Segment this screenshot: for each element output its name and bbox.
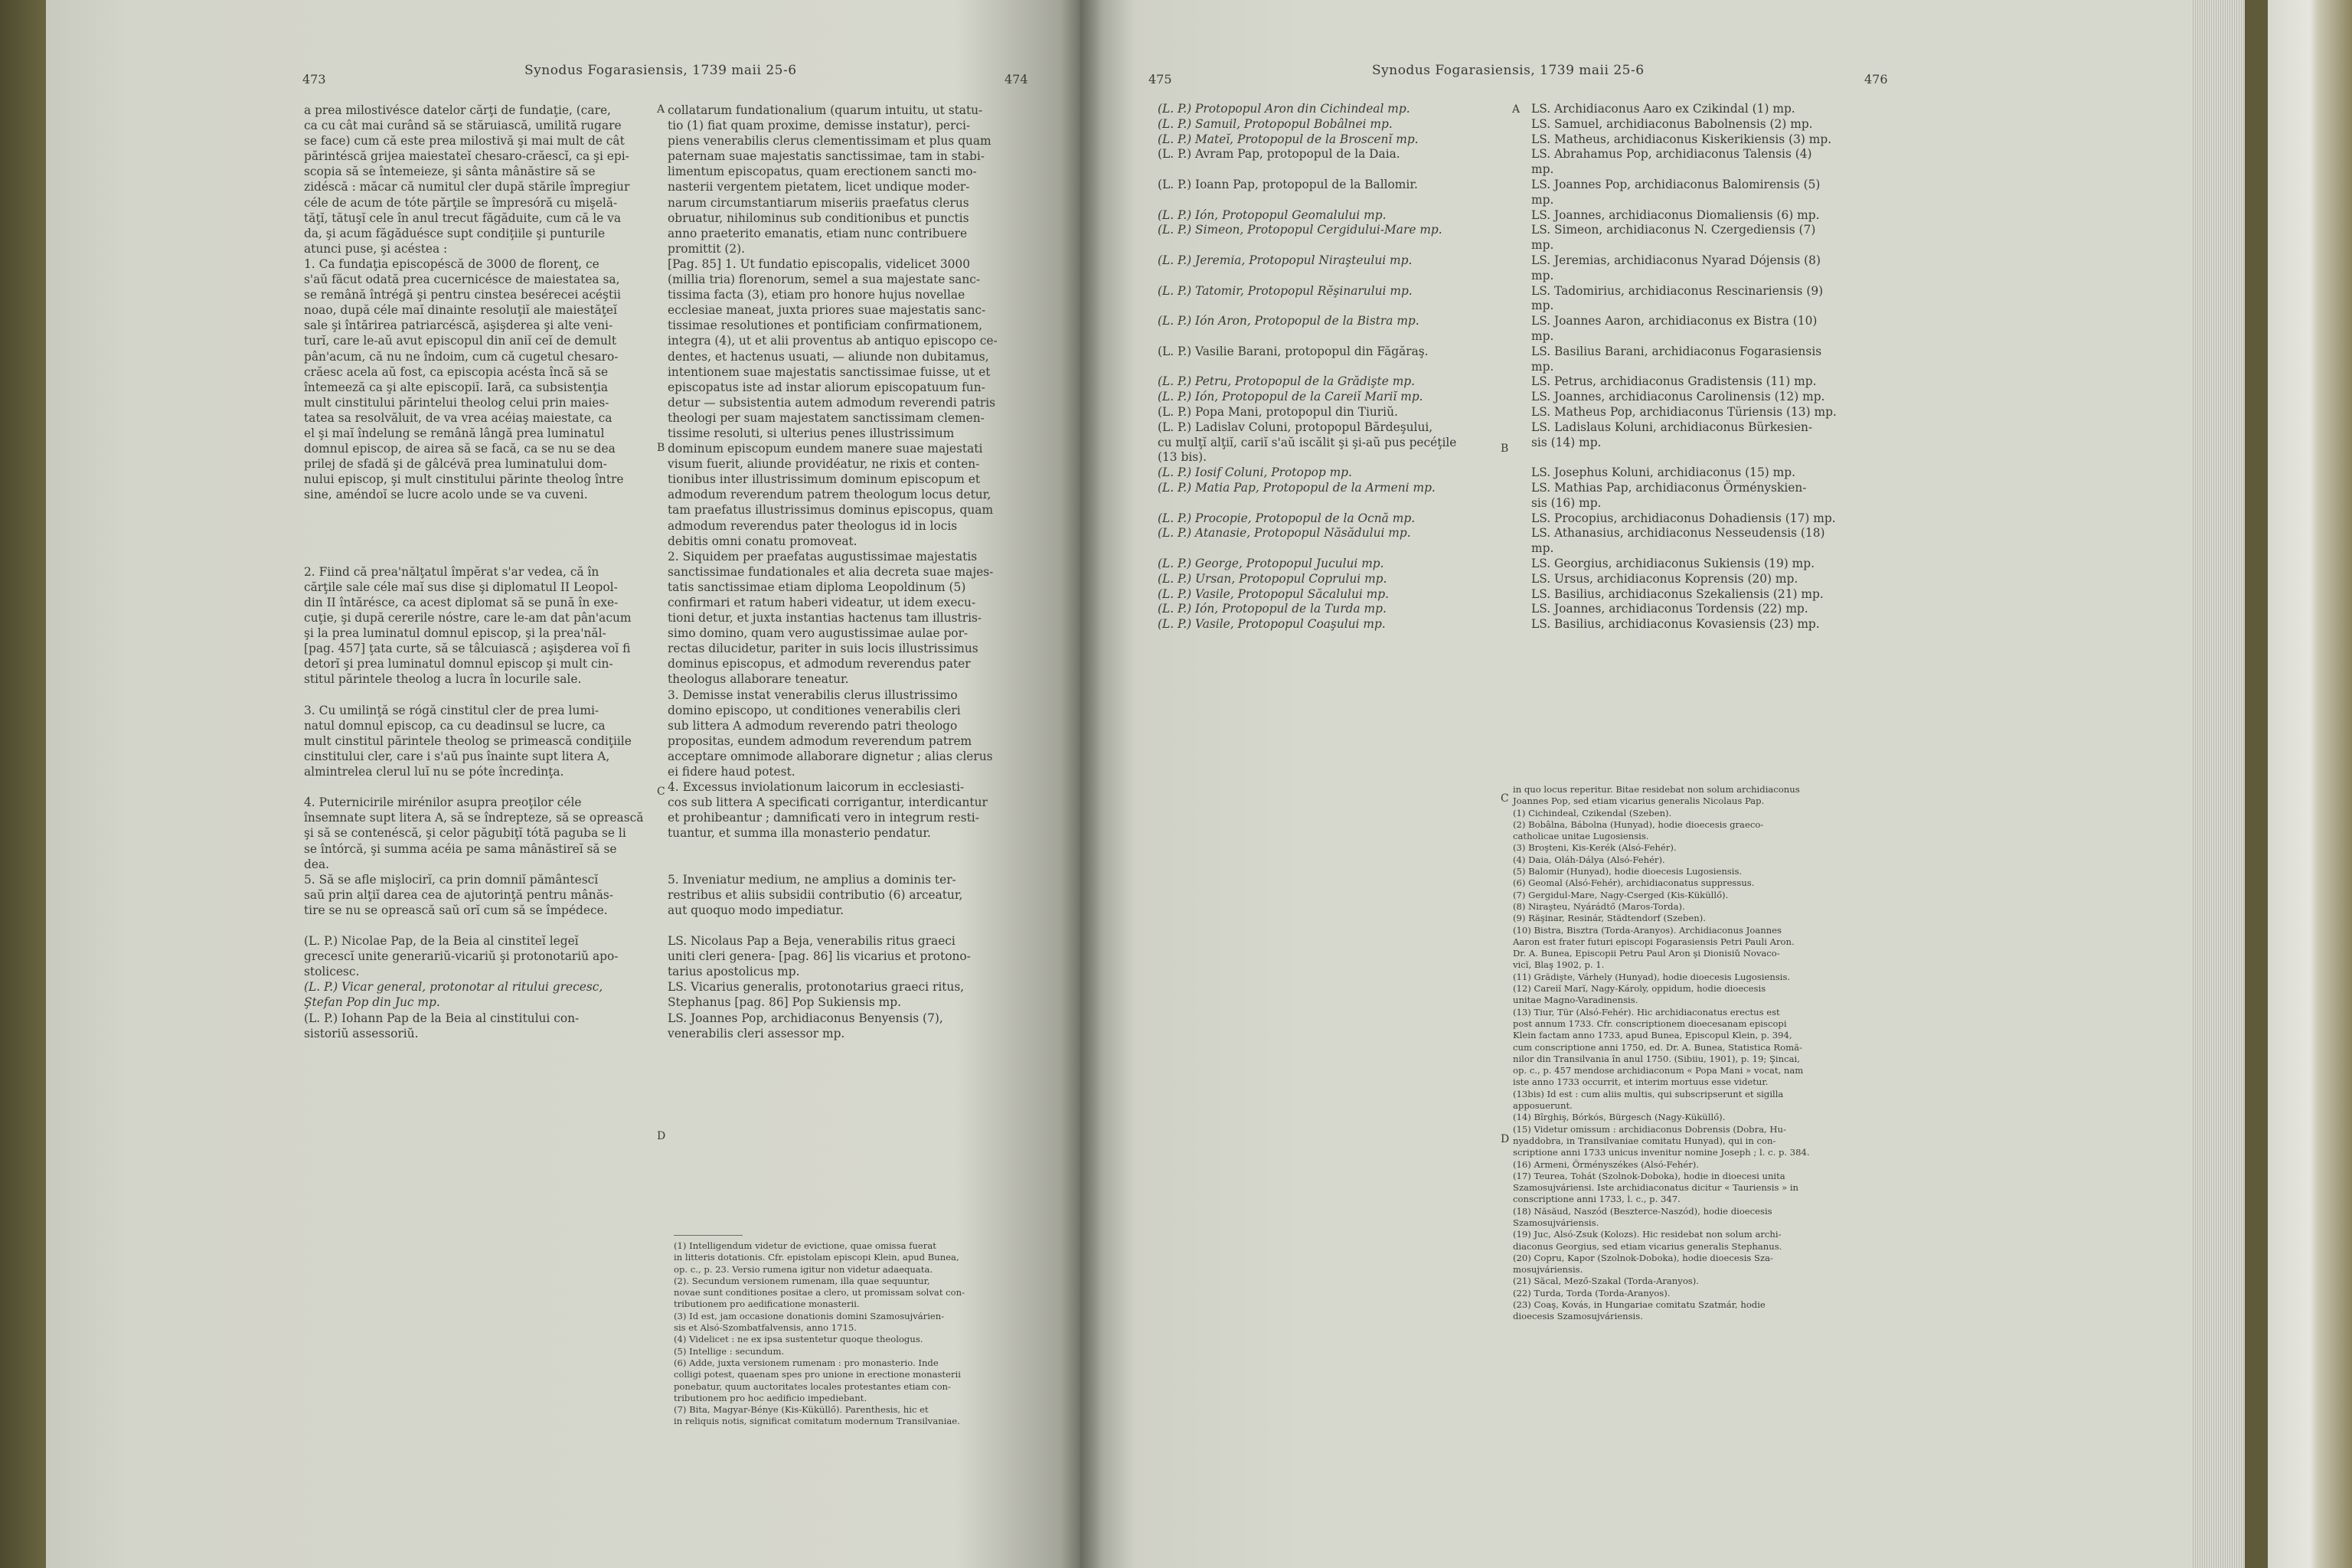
signature-entry: (L. P.) Petru, Protopopul de la Grădişte mp. bbox=[1158, 374, 1416, 389]
page-edges bbox=[2191, 0, 2245, 1568]
footnote-line: (14) Bîrghiş, Bórkós, Bürgesch (Nagy-Küküllő). bbox=[1513, 1112, 1726, 1123]
footnote-line: ponebatur, quum auctoritates locales protestantes etiam con- bbox=[674, 1380, 951, 1392]
footnote-line: nyaddobra, in Transilvaniae comitatu Hunyad), qui in con- bbox=[1513, 1135, 1776, 1146]
text-line: LS. Joannes Pop, archidiaconus Benyensis (7), bbox=[668, 1011, 943, 1025]
signature-entry: LS. Ladislaus Koluni, archidiaconus Bürkesien- bbox=[1531, 420, 1813, 434]
text-line: theologus allaborare teneatur. bbox=[668, 672, 849, 687]
margin-letter-b-right: B bbox=[1501, 443, 1509, 455]
footnote-line: (7) Bita, Magyar-Bénye (Kis-Küküllő). Parenthesis, hic et bbox=[674, 1404, 929, 1416]
text-line: scopia să se întemeieze, şi sânta mânăstire să se bbox=[304, 165, 596, 179]
text-line: 1. Ca fundaţia episcopéscă de 3000 de florenţ, ce bbox=[304, 256, 599, 271]
text-line bbox=[668, 857, 1020, 872]
romanian-text-column bbox=[304, 103, 655, 1041]
signature-entry: (L. P.) Mateĭ, Protopopul de la Broscenĭ mp. bbox=[1158, 132, 1419, 146]
footnote-line: (22) Turda, Torda (Torda-Aranyos). bbox=[1513, 1287, 1671, 1298]
footnote-line: (18) Năsăud, Naszód (Beszterce-Naszód), hodie dioecesis bbox=[1513, 1205, 1772, 1217]
archidiaconus-signatures-latin bbox=[1531, 102, 1887, 632]
text-line: céle de acum de tóte părţile se împresóră cu mişelă- bbox=[304, 195, 618, 210]
text-line: tire se nu se oprească saŭ orĭ cum să se împédece. bbox=[304, 903, 608, 917]
footnote-line: unitae Magno-Varadinensis. bbox=[1513, 995, 1638, 1006]
left-page-header: Synodus Fogarasiensis, 1739 maii 25-6 bbox=[524, 63, 797, 78]
footnote-line: (4) Daia, Oláh-Dálya (Alsó-Fehér). bbox=[1513, 854, 1665, 865]
text-line: stitul părintele theolog a lucra în locurile sale. bbox=[304, 672, 582, 687]
text-line: admodum reverendum patrem theologum locus detur, bbox=[668, 488, 991, 502]
signature-entry: (L. P.) Atanasie, Protopopul Năsădului mp. bbox=[1158, 526, 1411, 541]
signature-entry: mp. bbox=[1531, 192, 1554, 207]
text-line: 5. Inveniatur medium, ne amplius a dominis ter- bbox=[668, 872, 956, 887]
text-line: [Pag. 85] 1. Ut fundatio episcopalis, videlicet 3000 bbox=[668, 256, 971, 271]
text-line: narum circumstantiarum miseriis praefatus clerus bbox=[668, 195, 969, 210]
text-line: 4. Excessus inviolationum laicorum in ecclesiasti- bbox=[668, 780, 965, 795]
footnote-line: nilor din Transilvania în anul 1750. (Sibiiu, 1901), p. 19; Şincai, bbox=[1513, 1053, 1800, 1064]
text-line: ecclesiae maneat, juxta priores suae majestatis sanc- bbox=[668, 303, 986, 318]
footnote-line: mosujváriensis. bbox=[1513, 1264, 1583, 1276]
text-line: detorĭ şi prea luminatul domnul episcop şi mult cin- bbox=[304, 657, 613, 671]
footnote-line: iste anno 1733 occurrit, et interim mortuus esse videtur. bbox=[1513, 1076, 1769, 1088]
signature-entry: LS. Jeremias, archidiaconus Nyarad Dójensis (8) bbox=[1531, 253, 1821, 267]
text-line: integra (4), ut et alii proventus ab antiquo episcopo ce- bbox=[668, 334, 998, 348]
footnote-line: dioecesis Szamosujváriensis. bbox=[1513, 1311, 1643, 1322]
left-page-number-left: 473 bbox=[302, 72, 326, 87]
margin-letter-a-right: A bbox=[1512, 103, 1521, 116]
text-line: intentionem suae majestatis sanctissimae fuisse, ut et bbox=[668, 364, 991, 379]
text-line: mult cinstitul părintele theolog se primească condiţiile bbox=[304, 733, 632, 748]
text-line: cos sub littera A specificati corrigantur, interdicantur bbox=[668, 795, 988, 810]
signature-entry: LS. Georgius, archidiaconus Sukiensis (19) mp. bbox=[1531, 556, 1815, 570]
text-line: et prohibeantur ; damnificati vero in integrum resti- bbox=[668, 811, 979, 825]
text-line: tăţĭ, tătuşĭ cele în anul trecut făgăduite, cum că le va bbox=[304, 211, 622, 225]
signature-entry: LS. Archidiaconus Aaro ex Czikindal (1) mp. bbox=[1531, 102, 1795, 116]
book-cover-right-edge bbox=[2268, 0, 2352, 1568]
signature-entry: (L. P.) Procopie, Protopopul de la Ocnă mp. bbox=[1158, 511, 1416, 525]
text-line: (L. P.) Nicolae Pap, de la Beia al cinstiteĭ legeĭ bbox=[304, 934, 579, 949]
text-line: LS. Vicarius generalis, protonotarius graeci ritus, bbox=[668, 980, 965, 995]
footnote-line: (10) Bistra, Bisztra (Torda-Aranyos). Archidiaconus Joannes bbox=[1513, 924, 1782, 936]
text-line: da, şi acum făgăduésce supt condiţiile şi punturile bbox=[304, 226, 606, 240]
text-line: almintrelea clerul luĭ nu se póte încredinţa. bbox=[304, 765, 564, 779]
footnote-line: op. c., p. 23. Versio rumena igitur non videtur adaequata. bbox=[674, 1263, 933, 1275]
signature-entry: sis (16) mp. bbox=[1531, 495, 1602, 510]
text-line: natul domnul episcop, ca cu deadinsul se lucre, ca bbox=[304, 718, 606, 733]
text-line: 3. Demisse instat venerabilis clerus illustrissimo bbox=[668, 688, 958, 702]
footnote-line: scriptione anni 1733 unicus invenitur nomine Joseph ; l. c. p. 384. bbox=[1513, 1147, 1810, 1158]
footnote-line: (15) Videtur omissum : archidiaconus Dobrensis (Dobra, Hu- bbox=[1513, 1123, 1786, 1135]
signature-entry: (L. P.) Protopopul Aron din Cichindeal mp. bbox=[1158, 102, 1410, 116]
text-line: detur — subsistentia autem admodum reverendi patris bbox=[668, 395, 996, 410]
text-line bbox=[304, 549, 655, 564]
footnote-line: in reliquis notis, significat comitatum modernum Transilvaniae. bbox=[674, 1416, 960, 1427]
text-line: însemnate supt litera A, să se îndrepteze, să se oprească bbox=[304, 811, 644, 825]
footnote-line: (17) Teurea, Tohát (Szolnok-Doboka), hodie in dioecesi unita bbox=[1513, 1170, 1785, 1181]
text-line: anno praeterito emanatis, etiam nunc contribuere bbox=[668, 226, 968, 240]
text-line: piens venerabilis clerus clementissimam et plus quam bbox=[668, 134, 991, 149]
text-line: obruatur, nihilominus sub conditionibus et punctis bbox=[668, 211, 969, 225]
signature-entry: (L. P.) Ioann Pap, protopopul de la Ballomir. bbox=[1158, 177, 1418, 191]
left-footnotes bbox=[674, 1240, 1020, 1428]
signature-entry bbox=[1531, 450, 1887, 466]
text-line: ca cu cât mai curând să se stăruiască, umilită rugare bbox=[304, 119, 622, 133]
signature-entry: LS. Joannes, archidiaconus Tordensis (22) mp. bbox=[1531, 602, 1808, 616]
text-line bbox=[304, 518, 655, 534]
signature-entry: LS. Procopius, archidiaconus Dohadiensis (17) mp. bbox=[1531, 511, 1836, 525]
footnote-line: Aaron est frater futuri episcopi Fogarasiensis Petri Pauli Aron. bbox=[1513, 936, 1795, 947]
signature-entry: (L. P.) Jeremia, Protopopul Niraşteului mp. bbox=[1158, 253, 1413, 267]
footnote-line: (5) Balomir (Hunyad), hodie dioecesis Lugosiensis. bbox=[1513, 866, 1743, 877]
footnote-line: Dr. A. Bunea, Episcopii Petru Paul Aron şi Dionisiŭ Novaco- bbox=[1513, 948, 1780, 959]
signature-entry: (L. P.) Ursan, Protopopul Coprului mp. bbox=[1158, 571, 1387, 586]
text-line: 4. Puternicirile mirénilor asupra preoţilor céle bbox=[304, 795, 582, 810]
right-footnotes bbox=[1513, 784, 1873, 1323]
text-line: noao, după céle maĭ dinainte resoluţiĭ ale maiestăţeĭ bbox=[304, 303, 617, 318]
text-line: 2. Fiind că prea'nălţatul împĕrat s'ar vedea, că în bbox=[304, 564, 599, 579]
text-line: şi să se contenéscă, şi celor păgubiţĭ tótă paguba se li bbox=[304, 826, 626, 841]
text-line: tam praefatus illustrissimus dominus episcopus, quam bbox=[668, 503, 994, 518]
right-page-number-left: 475 bbox=[1148, 72, 1172, 87]
text-line: domnul episcop, de airea să se facă, ca se nu se dea bbox=[304, 442, 616, 456]
text-line: tatis sanctissimae etiam diploma Leopoldinum (5) bbox=[668, 580, 966, 594]
footnote-line: Joannes Pop, sed etiam vicarius generalis Nicolaus Pap. bbox=[1513, 795, 1765, 807]
signature-entry: LS. Josephus Koluni, archidiaconus (15) mp. bbox=[1531, 466, 1795, 480]
footnote-line: Szamosujváriensis. bbox=[1513, 1217, 1599, 1228]
signature-entry bbox=[1158, 238, 1517, 253]
signature-entry: (L. P.) Vasile, Protopopul Săcalului mp. bbox=[1158, 586, 1390, 601]
signature-entry bbox=[1158, 496, 1517, 511]
signature-entry: LS. Joannes Pop, archidiaconus Balomirensis (5) bbox=[1531, 177, 1821, 191]
text-line: episcopatus iste ad instar aliorum episcopatuum fun- bbox=[668, 380, 985, 394]
text-line: nului episcop, şi mult cinstitului părinte theolog între bbox=[304, 472, 624, 487]
signature-entry: mp. bbox=[1531, 541, 1554, 556]
text-line: tio (1) fiat quam proxime, demisse instatur), perci- bbox=[668, 119, 971, 133]
text-line: admodum reverendus pater theologus id in locis bbox=[668, 518, 958, 533]
text-line: promittit (2). bbox=[668, 241, 746, 256]
signature-entry bbox=[1158, 162, 1517, 178]
signature-entry: (L. P.) Samuil, Protopopul Bobâlnei mp. bbox=[1158, 116, 1393, 131]
right-page-number-right: 476 bbox=[1864, 72, 1888, 87]
signature-entry: (13 bis). bbox=[1158, 450, 1207, 465]
footnote-line: (13) Tiur, Tür (Alsó-Fehér). Hic archidiaconatus erectus est bbox=[1513, 1006, 1780, 1018]
signature-entry: mp. bbox=[1531, 268, 1554, 283]
text-line: nasterii vergentem pietatem, licet undique moder- bbox=[668, 180, 970, 194]
text-line: paternam suae majestatis sanctissimae, tam in stabi- bbox=[668, 149, 985, 164]
text-line: sale şi întărirea patriarcéscă, aşişderea şi alte veni- bbox=[304, 318, 613, 333]
signature-entry: (L. P.) Tatomir, Protopopul Rĕşinarului mp. bbox=[1158, 283, 1413, 298]
text-line: se face) cum că este prea milostivă şi mai mult de cât bbox=[304, 134, 625, 149]
text-line: turĭ, care le-aŭ avut episcopul din aniĭ ceĭ de demult bbox=[304, 334, 617, 348]
text-line bbox=[304, 502, 655, 518]
text-line: debitis omni conatu promoveat. bbox=[668, 534, 858, 548]
footnote-line: (7) Gergidul-Mare, Nagy-Cserged (Kis-Küküllő). bbox=[1513, 889, 1729, 900]
text-line: visum fuerit, aliunde providéatur, ne rixis et conten- bbox=[668, 457, 980, 472]
footnote-line: (6) Geomal (Alsó-Fehér), archidiaconatus suppressus. bbox=[1513, 877, 1755, 889]
footnote-line: (19) Juc, Alsó-Zsuk (Kolozs). Hic residebat non solum archi- bbox=[1513, 1229, 1782, 1240]
footnote-line: tributionem pro aedificatione monasterii. bbox=[674, 1298, 860, 1310]
signature-entry: mp. bbox=[1531, 359, 1554, 374]
footnote-line: cum conscriptione anni 1750, ed. Dr. A. Bunea, Statistica Romă- bbox=[1513, 1041, 1802, 1053]
text-line: întemeeză ca şi alte episcopiĭ. Iară, ca subsistenţia bbox=[304, 380, 609, 394]
signature-entry: LS. Athanasius, archidiaconus Nesseudensis (18) bbox=[1531, 526, 1825, 541]
book-spine-left-edge bbox=[0, 0, 46, 1568]
footnote-line: diaconus Georgius, sed etiam vicarius generalis Stephanus. bbox=[1513, 1240, 1782, 1252]
text-line: uniti cleri genera- [pag. 86] lis vicarius et protono- bbox=[668, 949, 971, 964]
signature-entry: LS. Simeon, archidiaconus N. Czergediensis (7) bbox=[1531, 223, 1816, 237]
text-line: părintéscă grijea maiestateĭ chesaro-crăescĭ, ca şi epi- bbox=[304, 149, 629, 164]
signature-entry: mp. bbox=[1531, 238, 1554, 253]
text-line: [pag. 457] ţata curte, să se tâlcuiască ; aşişderea voĭ fi bbox=[304, 642, 631, 656]
footnote-line: (4) Videlicet : ne ex ipsa sustentetur quoque theologus. bbox=[674, 1334, 923, 1345]
text-line: tuantur, et summa illa monasterio pendatur. bbox=[668, 826, 931, 841]
footnote-line: conscriptione anni 1733, l. c., p. 347. bbox=[1513, 1194, 1681, 1205]
footnote-line: catholicae unitae Lugosiensis. bbox=[1513, 831, 1649, 842]
text-line: collatarum fundationalium (quarum intuitu, ut statu- bbox=[668, 103, 983, 117]
text-line: sub littera A admodum reverendo patri theologo bbox=[668, 718, 958, 733]
footnote-line: (2) Bobâlna, Bábolna (Hunyad), hodie dioecesis graeco- bbox=[1513, 818, 1764, 830]
signature-entry: LS. Ursus, archidiaconus Koprensis (20) mp. bbox=[1531, 571, 1798, 586]
signature-entry: (L. P.) Simeon, Protopopul Cergidului-Mare mp. bbox=[1158, 223, 1442, 237]
footnote-line: (8) Niraşteu, Nyárádtő (Maros-Torda). bbox=[1513, 900, 1685, 912]
protopope-signatures-romanian bbox=[1158, 102, 1517, 632]
footnote-line: (6) Adde, juxta versionem rumenam : pro monasterio. Inde bbox=[674, 1357, 939, 1368]
text-line: rectas dilucidetur, pariter in suis locis illustrissimus bbox=[668, 642, 978, 656]
text-line: sistoriŭ assessoriŭ. bbox=[304, 1026, 419, 1040]
text-line: 5. Să se afle mişlocirĭ, ca prin domniĭ pământescĭ bbox=[304, 872, 599, 887]
text-line bbox=[304, 688, 655, 703]
signature-entry: LS. Samuel, archidiaconus Babolnensis (2) mp. bbox=[1531, 116, 1813, 131]
signature-entry: LS. Basilius, archidiaconus Kovasiensis (23) mp. bbox=[1531, 617, 1820, 632]
text-line: sanctissimae fundationales et alia decreta suae majes- bbox=[668, 564, 994, 579]
signature-entry: mp. bbox=[1531, 299, 1554, 313]
footnote-line: sis et Alsó-Szombatfalvensis, anno 1715. bbox=[674, 1322, 857, 1334]
text-line: theologi per suam majestatem sanctissimam clemen- bbox=[668, 410, 985, 425]
signature-entry: (L. P.) George, Protopopul Jucului mp. bbox=[1158, 556, 1384, 570]
signature-entry: LS. Joannes Aaron, archidiaconus ex Bistra (10) bbox=[1531, 314, 1818, 328]
footnote-line: (11) Grădişte, Várhely (Hunyad), hodie dioecesis Lugosiensis. bbox=[1513, 971, 1791, 982]
footnote-line: Szamosujváriensi. Iste archidiaconatus dicitur « Tauriensis » in bbox=[1513, 1182, 1799, 1194]
text-line: tioni detur, et juxta instantias hactenus tam illustris- bbox=[668, 611, 982, 626]
footnote-line: (5) Intellige : secundum. bbox=[674, 1345, 785, 1357]
signature-entry: LS. Basilius Barani, archidiaconus Fogarasiensis bbox=[1531, 344, 1822, 358]
left-page-number-right: 474 bbox=[1004, 72, 1028, 87]
footnote-line: post annum 1733. Cfr. conscriptionem dioecesanam episcopi bbox=[1513, 1018, 1787, 1029]
text-line: restribus et aliis subsidii contributio (6) arceatur, bbox=[668, 887, 963, 902]
signature-entry bbox=[1158, 269, 1517, 284]
signature-entry: (L. P.) Ión, Protopopul de la Careiĭ Mariĭ mp. bbox=[1158, 390, 1423, 404]
signature-entry: (L. P.) Avram Pap, protopopul de la Daia. bbox=[1158, 147, 1400, 162]
signature-entry: (L. P.) Vasilie Barani, protopopul din Făgăraş. bbox=[1158, 344, 1429, 358]
text-line: (L. P.) Iohann Pap de la Beia al cinstitului con- bbox=[304, 1011, 580, 1025]
signature-entry: LS. Joannes, archidiaconus Carolinensis (12) mp. bbox=[1531, 390, 1825, 404]
text-line bbox=[304, 534, 655, 549]
signature-entry: LS. Basilius, archidiaconus Szekaliensis (21) mp. bbox=[1531, 586, 1824, 601]
footnote-line: apposuerunt. bbox=[1513, 1100, 1573, 1112]
text-line: tissime resoluti, si ulterius penes illustrissimum bbox=[668, 426, 955, 440]
text-line: (millia tria) florenorum, semel a sua majestate sanc- bbox=[668, 273, 981, 287]
footnote-rule bbox=[674, 1235, 743, 1236]
latin-text-column bbox=[668, 103, 1020, 1041]
text-line: confirmari et ratum haberi videatur, ut idem execu- bbox=[668, 596, 976, 609]
margin-letter-c: C bbox=[657, 786, 665, 798]
signature-entry: mp. bbox=[1531, 328, 1554, 343]
margin-letter-b: B bbox=[657, 442, 665, 454]
margin-letter-d: D bbox=[657, 1130, 666, 1142]
text-line: dominus episcopus, et admodum reverendus pater bbox=[668, 657, 971, 671]
signature-entry: (L. P.) Iosif Coluni, Protopop mp. bbox=[1158, 466, 1352, 480]
footnote-line: in quo locus reperitur. Bitae residebat non solum archidiaconus bbox=[1513, 784, 1800, 795]
text-line: se remână întrégă şi pentru cinstea besérecei acéştii bbox=[304, 288, 621, 302]
text-line: simo domino, quam vero augustissimae aulae por- bbox=[668, 626, 969, 641]
text-line: propositas, eundem admodum reverendum patrem bbox=[668, 733, 972, 748]
footnote-line: (9) Răşinar, Resinár, Städtendorf (Szeben). bbox=[1513, 913, 1706, 924]
text-line: grecescĭ unite generariŭ-vicariŭ şi protonotariŭ apo- bbox=[304, 949, 619, 964]
footnote-line: Klein factam anno 1733, apud Bunea, Episcopul Klein, p. 394, bbox=[1513, 1030, 1792, 1041]
signature-entry: (L. P.) Vasile, Protopopul Coaşului mp. bbox=[1158, 617, 1386, 632]
footnote-line: (2). Secundum versionem rumenam, illa quae sequuntur, bbox=[674, 1275, 930, 1286]
text-line: domino episcopo, ut conditiones venerabilis cleri bbox=[668, 703, 961, 717]
signature-entry: cu mulţĭ alţiĭ, cariĭ s'aŭ iscălit şi şi-aŭ pus pecéţile bbox=[1158, 435, 1457, 449]
signature-entry bbox=[1158, 299, 1517, 314]
signature-entry: LS. Tadomirius, archidiaconus Rescinariensis (9) bbox=[1531, 283, 1824, 298]
text-line: zidéscă : măcar că numitul cler după stările împregiur bbox=[304, 180, 630, 194]
footnote-line: in litteris dotationis. Cfr. epistolam episcopi Klein, apud Bunea, bbox=[674, 1252, 959, 1263]
margin-letter-c-right: C bbox=[1501, 792, 1509, 805]
text-line: LS. Nicolaus Pap a Beja, venerabilis ritus graeci bbox=[668, 934, 956, 949]
text-line: tissima facta (3), etiam pro honore hujus novellae bbox=[668, 288, 965, 302]
text-line: limentum episcopatus, quam erectionem sancti mo- bbox=[668, 165, 977, 179]
text-line: Ştefan Pop din Juc mp. bbox=[304, 995, 440, 1010]
footnote-line: tributionem pro hoc aedificio impediebant. bbox=[674, 1392, 867, 1403]
margin-letter-d-right: D bbox=[1501, 1133, 1510, 1145]
text-line: 2. Siquidem per praefatas augustissimae majestatis bbox=[668, 549, 978, 564]
footnote-line: (1) Intelligendum videtur de evictione, quae omissa fuerat bbox=[674, 1240, 936, 1251]
text-line: tionibus inter illustrissimum dominum episcopum et bbox=[668, 472, 981, 487]
signature-entry: (L. P.) Popa Mani, protopopul din Tiuriŭ. bbox=[1158, 404, 1398, 419]
signature-entry: (L. P.) Ión Aron, Protopopul de la Bistra mp. bbox=[1158, 314, 1419, 328]
footnote-line: vicĭ, Blaş 1902, p. 1. bbox=[1513, 959, 1605, 971]
text-line: Stephanus [pag. 86] Pop Sukiensis mp. bbox=[668, 995, 901, 1010]
text-line bbox=[668, 918, 1020, 933]
text-line: 3. Cu umilinţă se rógă cinstitul cler de prea lumi- bbox=[304, 703, 599, 717]
footnote-line: (3) Id est, jam occasione donationis domini Szamosujvárien- bbox=[674, 1310, 945, 1321]
signature-entry: mp. bbox=[1531, 162, 1554, 177]
signature-entry: sis (14) mp. bbox=[1531, 435, 1602, 449]
footnote-line: colligi potest, quaenam spes pro unione in erectione monasterii bbox=[674, 1369, 961, 1380]
footnote-line: novae sunt conditiones positae a clero, ut promissam solvat con- bbox=[674, 1287, 965, 1298]
signature-entry: (L. P.) Ión, Protopopul Geomalului mp. bbox=[1158, 207, 1387, 222]
signature-entry: (L. P.) Ladislav Coluni, protopopul Bărdeşului, bbox=[1158, 420, 1433, 434]
text-line: cuţie, şi după cererile nóstre, care le-am dat pân'acum bbox=[304, 611, 632, 626]
right-page-header: Synodus Fogarasiensis, 1739 maii 25-6 bbox=[1372, 63, 1645, 78]
book-gutter bbox=[1060, 0, 1102, 1568]
margin-letter-a: A bbox=[657, 103, 665, 116]
text-line: atunci puse, şi acéstea : bbox=[304, 241, 448, 256]
text-line: (L. P.) Vicar general, protonotar al ritului grecesc, bbox=[304, 980, 603, 995]
signature-entry bbox=[1158, 329, 1517, 345]
text-line: dea. bbox=[304, 857, 330, 871]
text-line: acceptare omnimode allaborare dignetur ; alias clerus bbox=[668, 749, 993, 763]
text-line bbox=[304, 918, 655, 933]
text-line: cărţile sale céle maĭ sus dise şi diplomatul II Leopol- bbox=[304, 580, 618, 594]
footnote-line: (1) Cichindeal, Czikendal (Szeben). bbox=[1513, 807, 1672, 818]
text-line: dominum episcopum eundem manere suae majestati bbox=[668, 442, 983, 456]
text-line: stolicesc. bbox=[304, 965, 360, 979]
footnote-line: (21) Săcal, Mező-Szakal (Torda-Aranyos). bbox=[1513, 1276, 1699, 1287]
text-line: prilej de sfadă şi de gâlcévă prea luminatului dom- bbox=[304, 457, 607, 472]
text-line: tissimae resolutiones et pontificiam confirmationem, bbox=[668, 318, 983, 333]
text-line: ei fidere haud potest. bbox=[668, 765, 795, 779]
text-line: tarius apostolicus mp. bbox=[668, 965, 800, 979]
text-line: saŭ prin alţiĭ darea cea de ajutorinţă pentru mânăs- bbox=[304, 887, 613, 902]
text-line: din II întărésce, ca acest diplomat să se pună în exe- bbox=[304, 596, 619, 609]
text-line: venerabilis cleri assessor mp. bbox=[668, 1026, 845, 1040]
text-line: şi la prea luminatul domnul episcop, şi la prea'năl- bbox=[304, 626, 606, 641]
signature-entry: (L. P.) Ión, Protopopul de la Turda mp. bbox=[1158, 602, 1387, 616]
footnote-line: (16) Armeni, Örményszékes (Alsó-Fehér). bbox=[1513, 1158, 1699, 1170]
footnote-line: (20) Copru, Kapor (Szolnok-Doboka), hodie dioecesis Sza- bbox=[1513, 1252, 1773, 1263]
text-line: a prea milostivésce datelor cărţi de fundaţie, (care, bbox=[304, 103, 611, 117]
signature-entry: LS. Matheus, archidiaconus Kiskerikiensis (3) mp. bbox=[1531, 132, 1832, 146]
signature-entry bbox=[1158, 541, 1517, 557]
text-line: mult cinstitului părintelui theolog celui prin maies- bbox=[304, 395, 609, 410]
signature-entry: (L. P.) Matia Pap, Protopopul de la Armeni mp. bbox=[1158, 480, 1436, 495]
footnote-line: (13bis) Id est : cum aliis multis, qui subscripserunt et sigilla bbox=[1513, 1088, 1784, 1099]
text-line: sine, améndoĭ se lucre acolo unde se va cuveni. bbox=[304, 488, 588, 502]
text-line: se întórcă, şi summa acéia pe sama mânăstireĭ să se bbox=[304, 841, 617, 856]
signature-entry: LS. Joannes, archidiaconus Diomaliensis (6) mp. bbox=[1531, 207, 1820, 222]
signature-entry: LS. Abrahamus Pop, archidiaconus Talensis (4) bbox=[1531, 147, 1812, 162]
footnote-line: op. c., p. 457 mendose archidiaconum « Popa Mani » vocat, nam bbox=[1513, 1065, 1804, 1076]
signature-entry: LS. Mathias Pap, archidiaconus Örményskien- bbox=[1531, 480, 1807, 495]
footnote-line: (3) Broşteni, Kis-Kerék (Alsó-Fehér). bbox=[1513, 842, 1677, 854]
text-line: cinstitului cler, care i s'aŭ pus înainte supt litera A, bbox=[304, 749, 610, 763]
text-line: s'aŭ făcut odată prea cucernicésce de maiestatea sa, bbox=[304, 273, 620, 287]
text-line: aut quoquo modo impediatur. bbox=[668, 903, 844, 917]
signature-entry: LS. Matheus Pop, archidiaconus Türiensis (13) mp. bbox=[1531, 404, 1837, 419]
text-line: tatea sa resolvăluit, de va vrea acéiaş maiestate, ca bbox=[304, 410, 612, 425]
text-line: el şi maĭ îndelung se remână lângă prea luminatul bbox=[304, 426, 605, 440]
footnote-line: (23) Coaş, Kovás, in Hungariae comitatu Szatmár, hodie bbox=[1513, 1299, 1766, 1311]
text-line bbox=[304, 779, 655, 795]
signature-entry bbox=[1158, 360, 1517, 375]
footnote-line: (12) Careiĭ Marĭ, Nagy-Károly, oppidum, hodie dioecesis bbox=[1513, 983, 1766, 995]
text-line: pân'acum, că nu ne îndoim, cum că cugetul chesaro- bbox=[304, 349, 619, 364]
signature-entry: LS. Petrus, archidiaconus Gradistensis (11) mp. bbox=[1531, 374, 1817, 389]
signature-entry bbox=[1158, 193, 1517, 208]
text-line: dentes, et hactenus usuati, — aliunde non dubitamus, bbox=[668, 349, 989, 364]
text-line bbox=[668, 841, 1020, 857]
text-line: crăesc acela aŭ fost, ca episcopia acésta încă să se bbox=[304, 364, 609, 379]
